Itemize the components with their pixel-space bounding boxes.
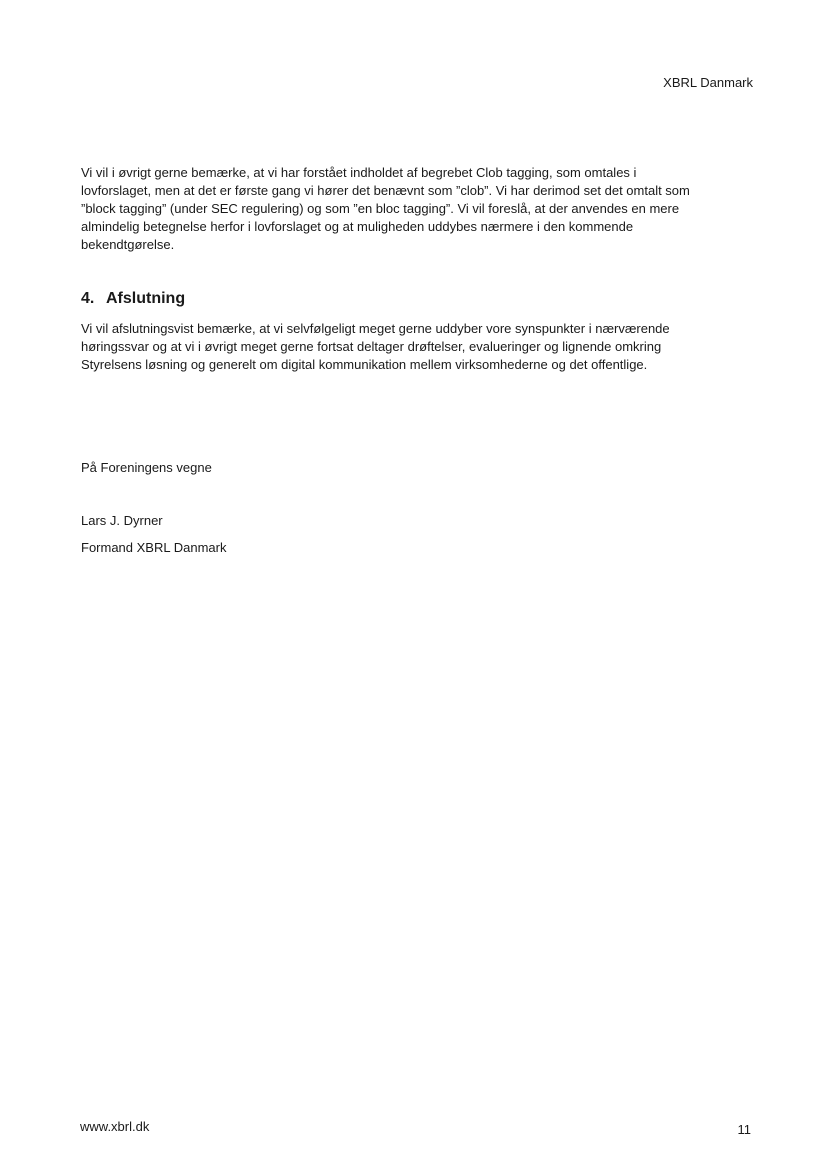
signature-name: Lars J. Dyrner bbox=[81, 513, 163, 528]
section-heading bbox=[81, 290, 185, 308]
paragraph-line: bekendtgørelse. bbox=[81, 237, 175, 252]
page-number: 11 bbox=[737, 1122, 751, 1137]
paragraph-line: Vi vil i øvrigt gerne bemærke, at vi har forstået indholdet af begrebet Clob tagging, som omtales i bbox=[81, 165, 637, 180]
signature-title: Formand XBRL Danmark bbox=[81, 540, 227, 555]
header-organization: XBRL Danmark bbox=[663, 75, 753, 90]
section-number: 4. bbox=[81, 290, 95, 307]
paragraph-line: lovforslaget, men at det er første gang vi hører det benævnt som ”clob”. Vi har derimod set det omtalt som bbox=[81, 183, 690, 198]
signature-closing: På Foreningens vegne bbox=[81, 460, 212, 475]
paragraph-line: ”block tagging” (under SEC regulering) og som ”en bloc tagging”. Vi vil foreslå, at der anvendes en mere bbox=[81, 201, 680, 216]
paragraph-clob-tagging bbox=[81, 164, 746, 254]
paragraph-line: Vi vil afslutningsvist bemærke, at vi selvfølgeligt meget gerne uddyber vore synspunkter i nærværende bbox=[81, 321, 670, 336]
paragraph-line: høringssvar og at vi i øvrigt meget gerne fortsat deltager drøftelser, evalueringer og lignende omkring bbox=[81, 339, 662, 354]
paragraph-line: Styrelsens løsning og generelt om digital kommunikation mellem virksomhederne og det offentlige. bbox=[81, 357, 648, 372]
paragraph-line: almindelig betegnelse herfor i lovforslaget og at muligheden uddybes nærmere i den kommende bbox=[81, 219, 634, 234]
footer-website: www.xbrl.dk bbox=[80, 1119, 150, 1134]
section-title: Afslutning bbox=[106, 290, 186, 307]
paragraph-closing-remarks bbox=[81, 320, 746, 374]
